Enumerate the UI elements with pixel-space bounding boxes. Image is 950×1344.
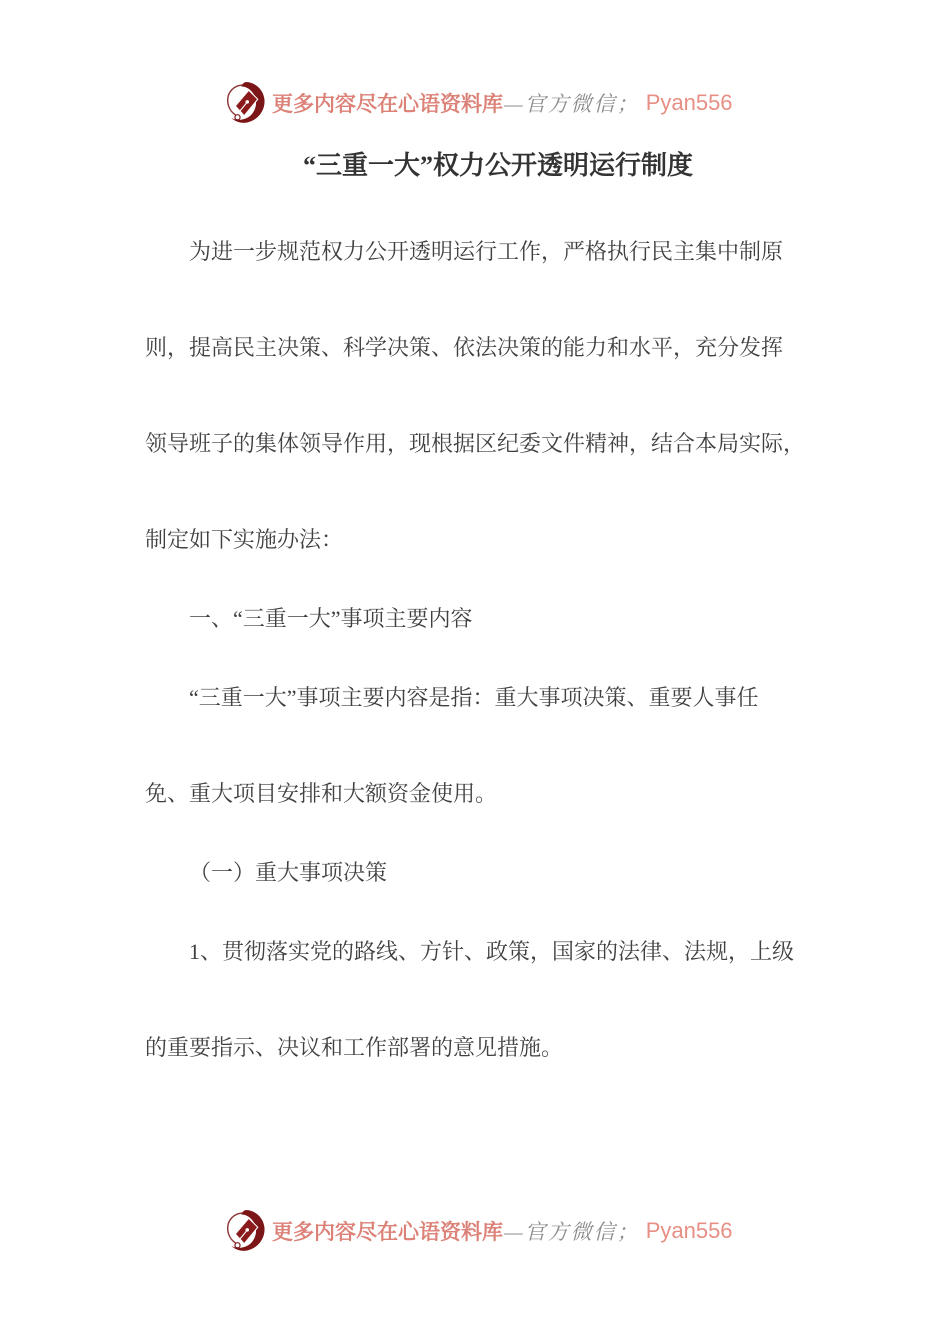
pen-nib-swirl-icon — [224, 80, 266, 126]
header-watermark — [224, 80, 733, 126]
paragraph: （一）重大事项决策 — [189, 860, 388, 885]
watermark-wechat-id: Pyan556 — [645, 90, 733, 115]
paragraph: “三重一大”事项主要内容是指：重大事项决策、重要人事任 免、重大项目安排和大额资金使用。 — [145, 685, 759, 806]
paragraph: 一、“三重一大”事项主要内容 — [189, 606, 473, 631]
watermark-brand-text: 更多内容尽在心语资料库 — [272, 1220, 503, 1244]
paragraph: 1、贯彻落实党的路线、方针、政策，国家的法律、法规，上级 的重要指示、决议和工作部署的意见措施。 — [145, 939, 795, 1060]
document-body — [145, 204, 865, 1096]
pen-nib-swirl-icon — [224, 1208, 266, 1254]
document-title: “三重一大”权力公开透明运行制度 — [302, 151, 693, 180]
watermark-wechat-id: Pyan556 — [645, 1218, 733, 1243]
paragraph: 为进一步规范权力公开透明运行工作，严格执行民主集中制原 则，提高民主决策、科学决策、依法决策的能力和水平，充分发挥 领导班子的集体领导作用，现根据区纪委文件精神，结合本局实际， 制定如下实施办法： — [145, 239, 806, 552]
watermark-brand-text: 更多内容尽在心语资料库 — [272, 92, 503, 116]
footer-watermark — [224, 1208, 733, 1254]
watermark-channel-label: —官方微信； — [504, 1220, 640, 1244]
watermark-channel-label: —官方微信； — [504, 92, 640, 116]
